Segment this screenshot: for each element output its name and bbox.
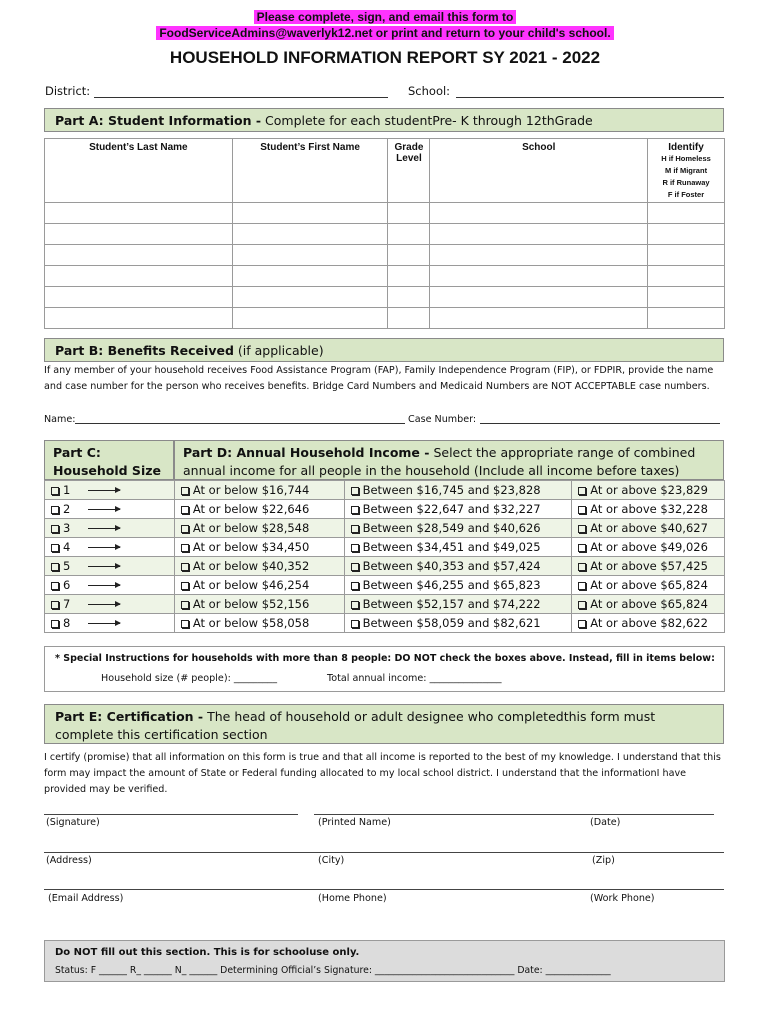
income-between-label: Between $46,255 and $65,823 xyxy=(362,578,541,592)
household-size-option[interactable] xyxy=(45,557,175,576)
income-above-label: At or above $65,824 xyxy=(590,578,708,592)
district-label: District: xyxy=(45,84,91,98)
income-between-option[interactable] xyxy=(344,595,572,614)
household-size-field[interactable]: Household size (# people): _________ xyxy=(101,673,278,684)
table-row[interactable] xyxy=(45,308,725,329)
checkbox-icon[interactable] xyxy=(578,563,586,571)
part-b-subheading: (if applicable) xyxy=(237,343,324,358)
income-between-label: Between $58,059 and $82,621 xyxy=(362,616,541,630)
instruction-banner xyxy=(112,9,658,43)
arrow-right-icon xyxy=(88,566,120,567)
page-title: HOUSEHOLD INFORMATION REPORT SY 2021 - 2022 xyxy=(169,48,601,67)
part-e-header xyxy=(44,704,724,744)
income-between-label: Between $16,745 and $23,828 xyxy=(362,483,541,497)
household-size-value: 6 xyxy=(63,578,71,592)
household-size-option[interactable] xyxy=(45,519,175,538)
income-between-label: Between $52,157 and $74,222 xyxy=(362,597,541,611)
income-below-option[interactable] xyxy=(174,595,344,614)
income-between-label: Between $28,549 and $40,626 xyxy=(362,521,541,535)
checkbox-icon[interactable] xyxy=(578,620,586,628)
home-phone-label: (Home Phone) xyxy=(318,893,387,904)
income-above-label: At or above $40,627 xyxy=(590,521,708,535)
student-table xyxy=(44,138,725,329)
checkbox-icon[interactable] xyxy=(578,582,586,590)
part-d-heading: Part D: Annual Household Income - xyxy=(183,445,430,460)
col-first-name: Student’s First Name xyxy=(232,139,388,203)
checkbox-icon[interactable] xyxy=(578,544,586,552)
checkbox-icon[interactable] xyxy=(51,582,59,590)
checkbox-icon[interactable] xyxy=(51,620,59,628)
table-row[interactable] xyxy=(45,287,725,308)
work-phone-label: (Work Phone) xyxy=(590,893,655,904)
income-row xyxy=(45,481,725,500)
income-above-option[interactable] xyxy=(572,576,725,595)
checkbox-icon[interactable] xyxy=(578,601,586,609)
checkbox-icon[interactable] xyxy=(51,506,59,514)
income-below-label: At or below $16,744 xyxy=(192,483,310,497)
checkbox-icon[interactable] xyxy=(351,487,359,495)
income-below-option[interactable] xyxy=(174,519,344,538)
income-table xyxy=(44,480,725,633)
income-between-option[interactable] xyxy=(344,538,572,557)
checkbox-icon[interactable] xyxy=(578,487,586,495)
table-row[interactable] xyxy=(45,203,725,224)
arrow-right-icon xyxy=(88,528,120,529)
checkbox-icon[interactable] xyxy=(578,525,586,533)
special-instructions-box xyxy=(44,646,725,692)
city-label: (City) xyxy=(318,855,345,866)
case-number-label: Case Number: xyxy=(408,414,477,425)
household-size-option[interactable] xyxy=(45,614,175,633)
income-between-option[interactable] xyxy=(344,500,572,519)
district-field[interactable] xyxy=(94,86,388,98)
certification-text: I certify (promise) that all information on this form is true and that all income is reported to the best of my knowledge. I understand that this form may impact the amount of State or Federal funding allocated to my local school district. I understand that the informationI have provided may be verified. xyxy=(44,752,721,795)
table-row[interactable] xyxy=(45,245,725,266)
income-between-option[interactable] xyxy=(344,614,572,633)
income-below-label: At or below $52,156 xyxy=(192,597,310,611)
household-size-value: 7 xyxy=(63,597,71,611)
part-c-heading-1: Part C: xyxy=(53,445,101,460)
income-above-label: At or above $49,026 xyxy=(590,540,708,554)
checkbox-icon[interactable] xyxy=(351,544,359,552)
checkbox-icon[interactable] xyxy=(351,525,359,533)
checkbox-icon[interactable] xyxy=(181,582,189,590)
school-use-box xyxy=(44,940,725,982)
benefit-name-field[interactable] xyxy=(75,412,405,424)
income-between-option[interactable] xyxy=(344,576,572,595)
part-e-heading: Part E: Certification - xyxy=(55,709,204,724)
part-c-header xyxy=(44,440,174,480)
arrow-right-icon xyxy=(88,547,120,548)
part-a-subheading: Complete for each studentPre- K through 12thGrade xyxy=(265,113,593,128)
checkbox-icon[interactable] xyxy=(181,563,189,571)
income-above-label: At or above $32,228 xyxy=(590,502,708,516)
income-row xyxy=(45,595,725,614)
income-below-option[interactable] xyxy=(174,538,344,557)
checkbox-icon[interactable] xyxy=(351,563,359,571)
income-between-option[interactable] xyxy=(344,557,572,576)
identify-label: Identify xyxy=(668,142,704,153)
checkbox-icon[interactable] xyxy=(51,601,59,609)
part-a-heading: Part A: Student Information - xyxy=(55,113,262,128)
income-between-label: Between $40,353 and $57,424 xyxy=(362,559,541,573)
address-label: (Address) xyxy=(46,855,92,866)
printed-name-field[interactable] xyxy=(314,814,714,815)
household-size-option[interactable] xyxy=(45,538,175,557)
signature-label: (Signature) xyxy=(46,817,100,828)
income-row xyxy=(45,557,725,576)
part-b-header xyxy=(44,338,724,362)
income-between-option[interactable] xyxy=(344,481,572,500)
checkbox-icon[interactable] xyxy=(51,487,59,495)
income-above-option[interactable] xyxy=(572,538,725,557)
household-size-value: 2 xyxy=(63,502,71,516)
address-field[interactable] xyxy=(44,852,724,853)
income-below-label: At or below $28,548 xyxy=(192,521,310,535)
checkbox-icon[interactable] xyxy=(351,582,359,590)
table-row[interactable] xyxy=(45,266,725,287)
household-size-value: 3 xyxy=(63,521,71,535)
case-number-field[interactable] xyxy=(480,412,720,424)
printed-name-label: (Printed Name) xyxy=(318,817,391,828)
checkbox-icon[interactable] xyxy=(181,487,189,495)
identify-code-f: F if Foster xyxy=(667,190,705,199)
signature-field[interactable] xyxy=(44,814,298,815)
income-below-option[interactable] xyxy=(174,614,344,633)
total-income-field[interactable]: Total annual income: _______________ xyxy=(327,673,502,684)
household-size-option[interactable] xyxy=(45,500,175,519)
income-below-label: At or below $58,058 xyxy=(192,616,310,630)
email-field[interactable] xyxy=(44,889,724,890)
household-size-value: 5 xyxy=(63,559,71,573)
school-label: School: xyxy=(408,84,451,98)
part-e-subheading: The head of household or adult designee who completedthis form must complete this certification section xyxy=(55,709,656,742)
benefit-name-label: Name: xyxy=(44,414,76,425)
part-b-instructions: If any member of your household receives Food Assistance Program (FAP), Family Independence Program (FIP), or FDPIR, provide the name and case number for the person who receives benefits. Bridge Card Numbers and Medicaid Numbers are NOT ACCEPTABLE case numbers. xyxy=(44,365,714,392)
school-field[interactable] xyxy=(456,86,724,98)
household-size-value: 4 xyxy=(63,540,71,554)
income-below-option[interactable] xyxy=(174,557,344,576)
household-size-option[interactable] xyxy=(45,595,175,614)
checkbox-icon[interactable] xyxy=(181,620,189,628)
income-below-option[interactable] xyxy=(174,500,344,519)
checkbox-icon[interactable] xyxy=(351,601,359,609)
income-below-option[interactable] xyxy=(174,576,344,595)
email-label: (Email Address) xyxy=(48,893,124,904)
income-below-label: At or below $22,646 xyxy=(192,502,310,516)
part-a-header xyxy=(44,108,724,132)
income-above-option[interactable] xyxy=(572,519,725,538)
income-above-label: At or above $23,829 xyxy=(590,483,708,497)
income-above-label: At or above $65,824 xyxy=(590,597,708,611)
part-d-subheading: Select the appropriate range of combined annual income for all people in the household (Include all income before taxes) xyxy=(183,445,696,478)
arrow-right-icon xyxy=(88,585,120,586)
checkbox-icon[interactable] xyxy=(181,544,189,552)
col-last-name: Student’s Last Name xyxy=(45,139,233,203)
household-size-option[interactable] xyxy=(45,576,175,595)
arrow-right-icon xyxy=(88,509,120,510)
banner-line-1: Please complete, sign, and email this form to xyxy=(254,10,517,24)
checkbox-icon[interactable] xyxy=(181,525,189,533)
household-size-value: 1 xyxy=(63,483,71,497)
checkbox-icon[interactable] xyxy=(578,506,586,514)
income-above-option[interactable] xyxy=(572,595,725,614)
checkbox-icon[interactable] xyxy=(181,506,189,514)
identify-code-r: R if Runaway xyxy=(662,178,710,187)
checkbox-icon[interactable] xyxy=(51,525,59,533)
part-c-heading-2: Household Size xyxy=(53,463,161,478)
part-b-heading: Part B: Benefits Received xyxy=(55,343,234,358)
col-identify xyxy=(648,139,725,203)
part-d-header xyxy=(174,440,724,480)
income-row xyxy=(45,614,725,633)
checkbox-icon[interactable] xyxy=(351,620,359,628)
banner-line-2: FoodServiceAdmins@waverlyk12.net or print and return to your child's school. xyxy=(156,26,613,40)
income-below-label: At or below $40,352 xyxy=(192,559,310,573)
income-between-label: Between $22,647 and $32,227 xyxy=(362,502,541,516)
arrow-right-icon xyxy=(88,604,120,605)
income-row xyxy=(45,538,725,557)
household-size-option[interactable] xyxy=(45,481,175,500)
income-above-option[interactable] xyxy=(572,557,725,576)
income-above-option[interactable] xyxy=(572,481,725,500)
identify-code-m: M if Migrant xyxy=(664,166,708,175)
zip-label: (Zip) xyxy=(592,855,615,866)
col-school: School xyxy=(430,139,648,203)
table-row[interactable] xyxy=(45,224,725,245)
income-between-label: Between $34,451 and $49,025 xyxy=(362,540,541,554)
income-above-label: At or above $82,622 xyxy=(590,616,708,630)
income-above-option[interactable] xyxy=(572,614,725,633)
school-use-heading: Do NOT fill out this section. This is for schooluse only. xyxy=(55,947,360,958)
income-row xyxy=(45,576,725,595)
col-grade: Grade Level xyxy=(388,139,430,203)
identify-code-h: H if Homeless xyxy=(661,154,711,163)
status-line[interactable]: Status: F ______ R_ ______ N_ ______ Determining Official’s Signature: ______________________________ Date: ______________ xyxy=(55,965,611,976)
checkbox-icon[interactable] xyxy=(351,506,359,514)
income-below-option[interactable] xyxy=(174,481,344,500)
income-below-label: At or below $46,254 xyxy=(192,578,310,592)
income-below-label: At or below $34,450 xyxy=(192,540,310,554)
income-above-option[interactable] xyxy=(572,500,725,519)
checkbox-icon[interactable] xyxy=(51,544,59,552)
income-row xyxy=(45,519,725,538)
checkbox-icon[interactable] xyxy=(181,601,189,609)
arrow-right-icon xyxy=(88,623,120,624)
income-row xyxy=(45,500,725,519)
income-above-label: At or above $57,425 xyxy=(590,559,708,573)
arrow-right-icon xyxy=(88,490,120,491)
income-between-option[interactable] xyxy=(344,519,572,538)
date-label: (Date) xyxy=(590,817,621,828)
household-size-value: 8 xyxy=(63,616,71,630)
checkbox-icon[interactable] xyxy=(51,563,59,571)
special-instructions: * Special Instructions for households with more than 8 people: DO NOT check the boxes above. Instead, fill in items below: xyxy=(55,653,715,664)
